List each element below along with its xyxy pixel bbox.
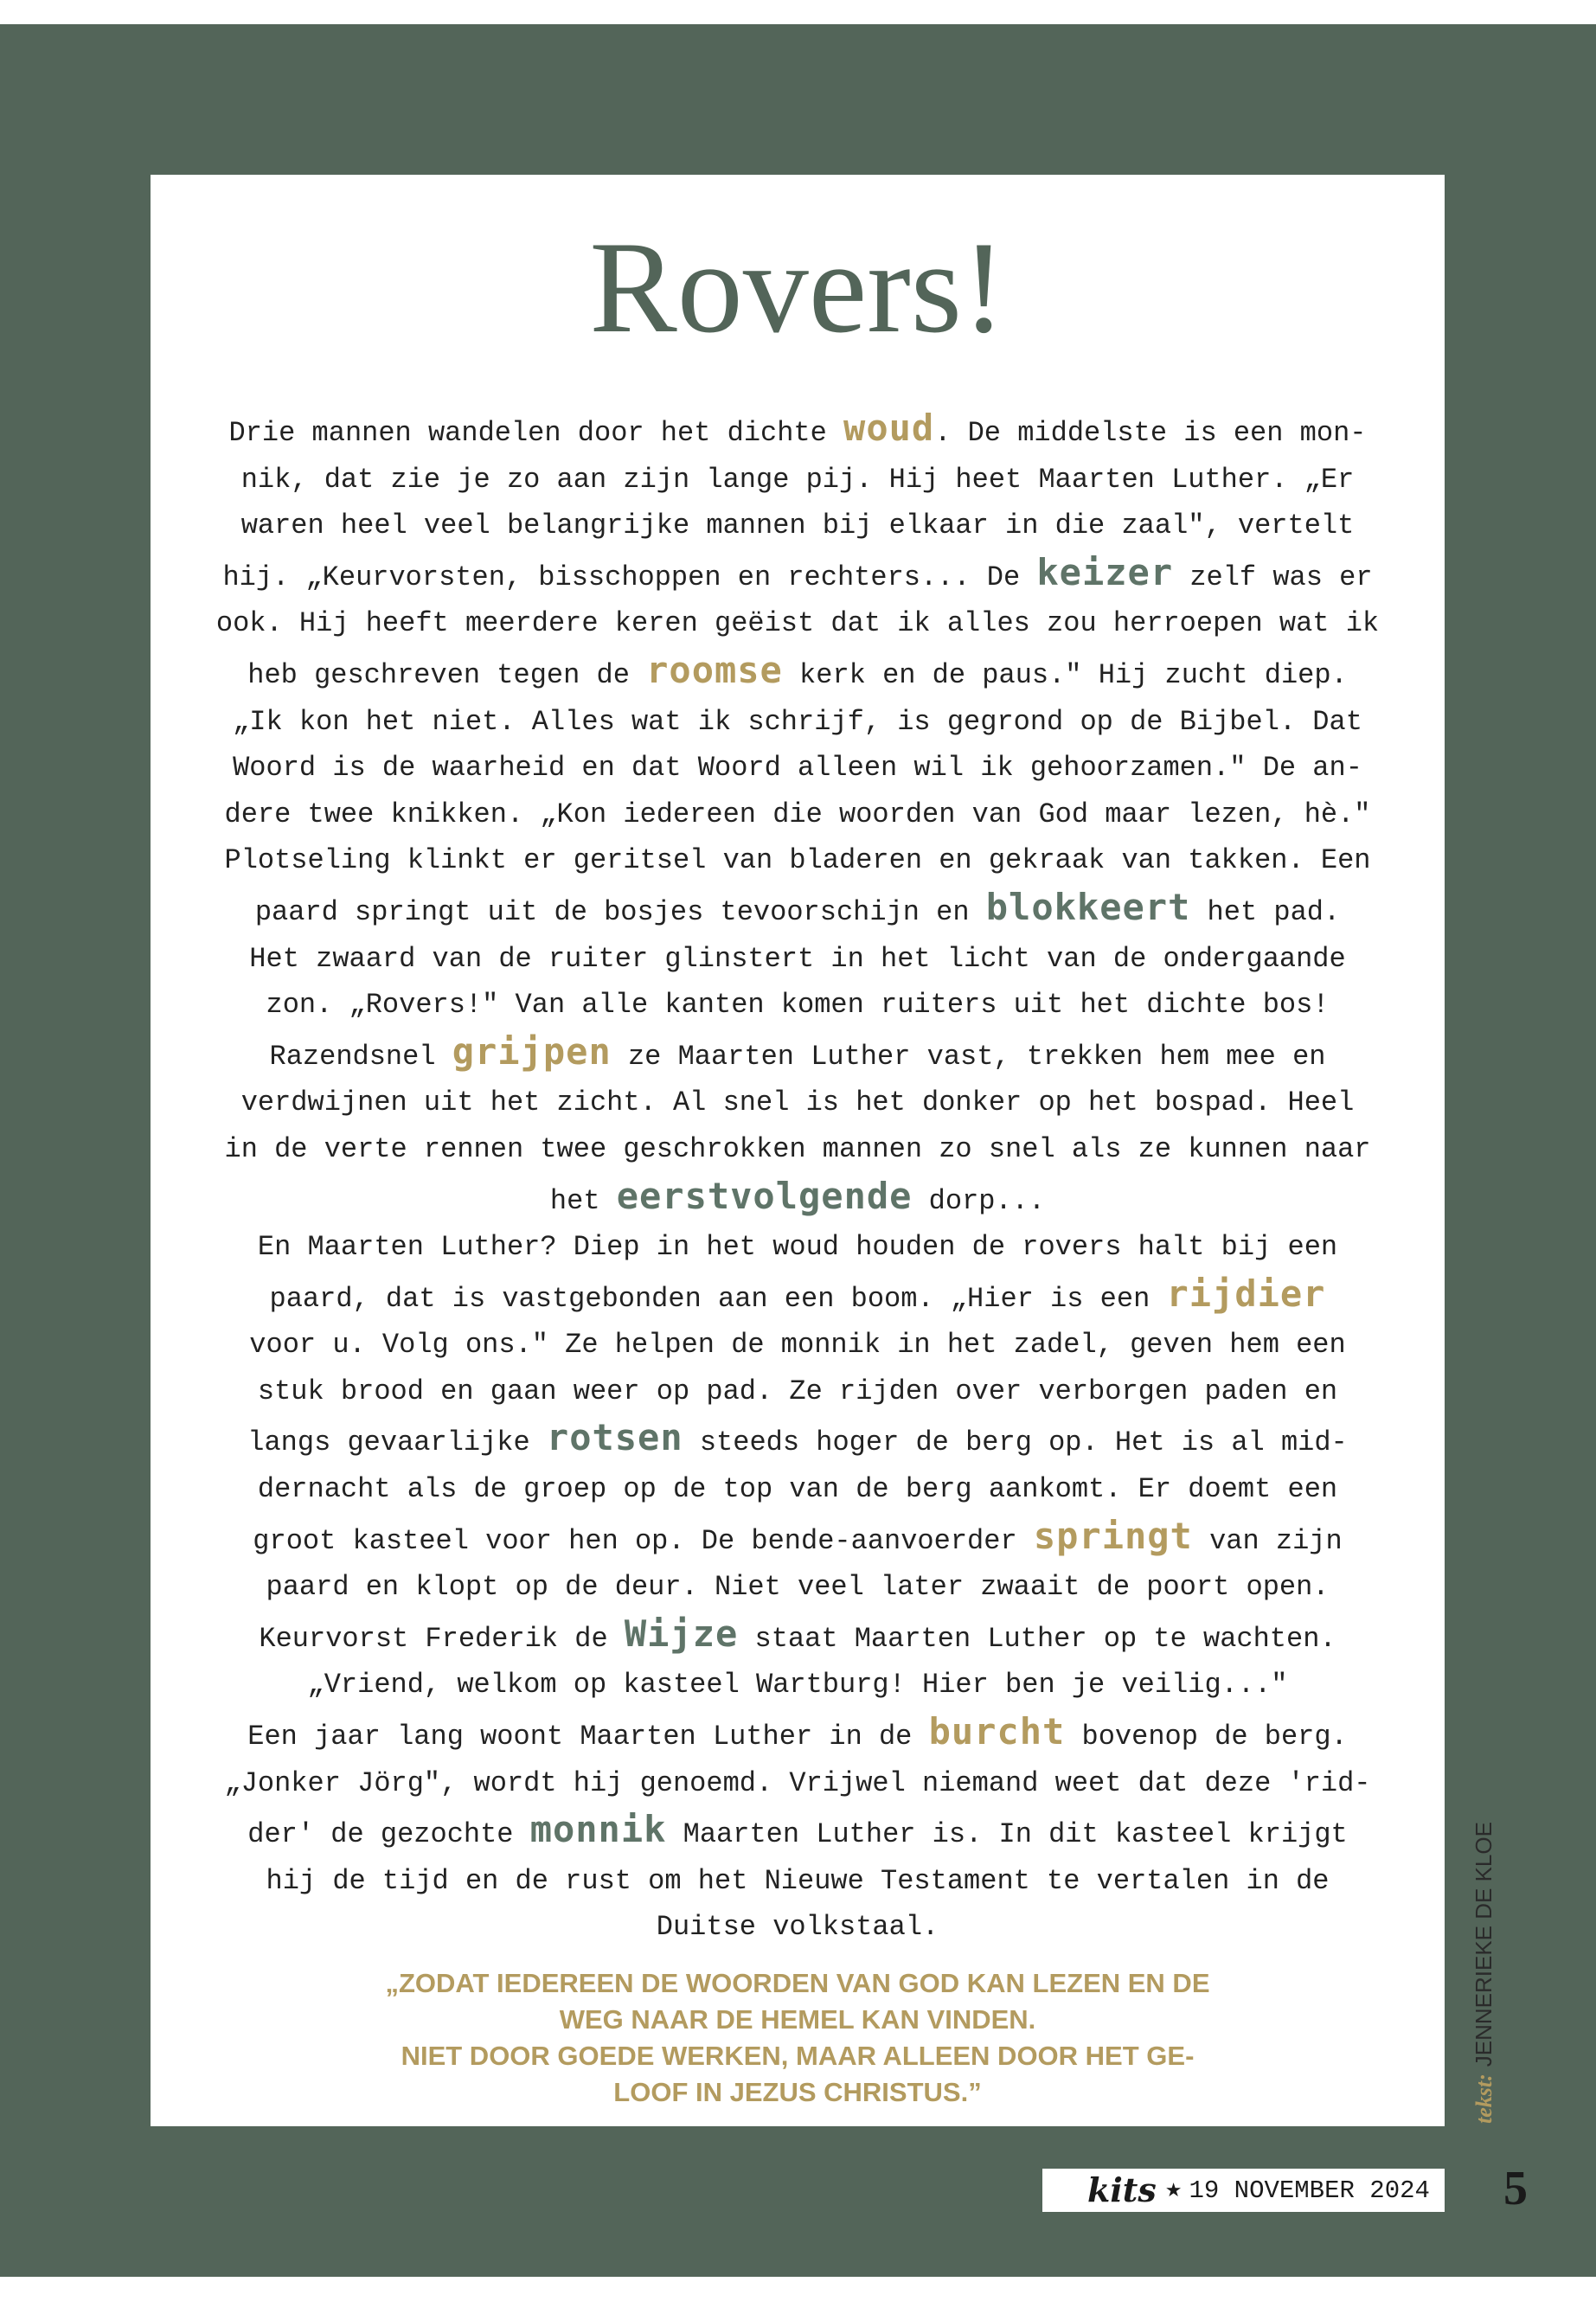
story-line: Drie mannen wandelen door het dichte woud. De middelste is een mon- (228, 407, 1367, 449)
story-line: waren heel veel belangrijke mannen bij elkaar in die zaal", vertelt (240, 510, 1355, 542)
highlight-word: blokkeert (985, 885, 1191, 928)
pull-quote (151, 1965, 1445, 2111)
credit-label: tekst: (1471, 2073, 1497, 2124)
article-title: Rovers! (589, 215, 1006, 360)
story-line: En Maarten Luther? Diep in het woud houden de rovers halt bij een (257, 1231, 1338, 1264)
story-line: in de verte rennen twee geschrokken mannen zo snel als ze kunnen naar (224, 1132, 1371, 1165)
quote-line: NIET DOOR GOEDE WERKEN, MAAR ALLEEN DOOR HET GE- (401, 2041, 1195, 2071)
story-line: „Ik kon het niet. Alles wat ik schrijf, is gegrond op de Bijbel. Dat (233, 705, 1362, 738)
story-line: nik, dat zie je zo aan zijn lange pij. Hij heet Maarten Luther. „Er (240, 463, 1355, 496)
story-line: het eerstvolgende dorp... (549, 1174, 1046, 1217)
story-line: zon. „Rovers!" Van alle kanten komen ruiters uit het dichte bos! (266, 989, 1330, 1022)
issue-date: 19 NOVEMBER 2024 (1189, 2176, 1430, 2205)
magazine-logo: kits (1087, 2170, 1157, 2209)
story-line: langs gevaarlijke rotsen steeds hoger de berg op. Het is al mid- (247, 1416, 1348, 1459)
story-line: Plotseling klinkt er geritsel van bladeren en gekraak van takken. Een (224, 844, 1371, 877)
footer-bar (1042, 2169, 1445, 2212)
story-line: der' de gezochte monnik Maarten Luther is. In dit kasteel krijgt (247, 1808, 1348, 1851)
story-line: voor u. Volg ons." Ze helpen de monnik in het zadel, geven hem een (249, 1329, 1346, 1362)
highlight-word: keizer (1036, 550, 1174, 593)
story-line: Razendsnel grijpen ze Maarten Luther vast, trekken hem mee en (269, 1029, 1326, 1073)
highlight-word: rijdier (1166, 1272, 1326, 1315)
star-icon: ★ (1164, 2179, 1183, 2202)
highlight-word: roomse (646, 648, 783, 691)
credit-name: JENNERIEKE DE KLOE (1471, 1822, 1497, 2067)
quote-line: „ZODAT IEDEREEN DE WOORDEN VAN GOD KAN LEZEN EN DE (385, 1968, 1210, 1998)
story-line: dernacht als de groep op de top van de berg aankomt. Er doemt een (257, 1473, 1338, 1506)
story-line: hij. „Keurvorsten, bisschoppen en rechters... De keizer zelf was er (222, 550, 1373, 593)
highlight-word: Wijze (624, 1612, 739, 1655)
story-line: „Vriend, welkom op kasteel Wartburg! Hier ben je veilig..." (307, 1669, 1288, 1702)
page-number: 5 (1503, 2162, 1528, 2215)
article-panel (151, 175, 1445, 2126)
story-line: heb geschreven tegen de roomse kerk en de paus." Hij zucht diep. (247, 648, 1348, 691)
story-line: „Jonker Jörg", wordt hij genoemd. Vrijwel niemand weet dat deze 'rid- (224, 1766, 1371, 1799)
highlight-word: springt (1033, 1514, 1193, 1557)
story-line: Duitse volkstaal. (656, 1911, 939, 1944)
story-line: Het zwaard van de ruiter glinstert in het licht van de ondergaande (249, 942, 1346, 975)
story-line: paard springt uit de bosjes tevoorschijn en blokkeert het pad. (254, 885, 1341, 928)
highlight-word: grijpen (452, 1029, 612, 1073)
story-line: Woord is de waarheid en dat Woord alleen wil ik gehoorzamen." De an- (233, 752, 1362, 785)
quote-line: LOOF IN JEZUS CHRISTUS.” (613, 2077, 982, 2107)
highlight-word: burcht (928, 1710, 1066, 1753)
highlight-word: eerstvolgende (616, 1174, 913, 1217)
story-line: paard, dat is vastgebonden aan een boom. „Hier is een rijdier (269, 1272, 1326, 1315)
story-line: Een jaar lang woont Maarten Luther in de burcht bovenop de berg. (247, 1710, 1348, 1753)
story-text (176, 405, 1419, 1951)
story-line: Keurvorst Frederik de Wijze staat Maarten Luther op te wachten. (259, 1612, 1336, 1655)
story-line: ook. Hij heeft meerdere keren geëist dat ik alles zou herroepen wat ik (215, 607, 1380, 640)
highlight-word: rotsen (546, 1416, 683, 1459)
author-credit (1471, 1822, 1497, 2124)
story-line: dere twee knikken. „Kon iedereen die woorden van God maar lezen, hè." (224, 798, 1371, 830)
highlight-word: monnik (529, 1808, 667, 1851)
highlight-word: woud (843, 407, 935, 449)
story-line: paard en klopt op de deur. Niet veel later zwaait de poort open. (266, 1571, 1330, 1604)
story-line: hij de tijd en de rust om het Nieuwe Testament te vertalen in de (266, 1864, 1330, 1897)
story-line: verdwijnen uit het zicht. Al snel is het donker op het bospad. Heel (240, 1086, 1355, 1119)
story-line: groot kasteel voor hen op. De bende-aanvoerder springt van zijn (253, 1514, 1343, 1557)
story-line: stuk brood en gaan weer op pad. Ze rijden over verborgen paden en (257, 1375, 1338, 1407)
quote-line: WEG NAAR DE HEMEL KAN VINDEN. (559, 2004, 1036, 2035)
